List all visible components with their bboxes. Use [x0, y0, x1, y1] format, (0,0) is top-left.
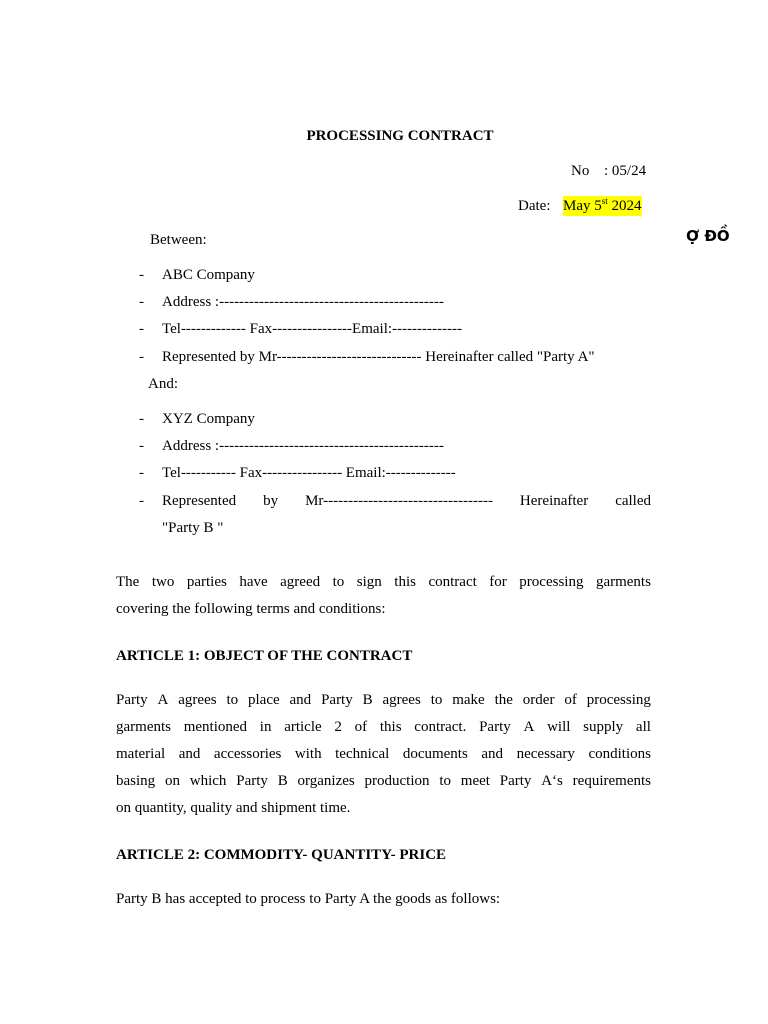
word: place [248, 692, 280, 708]
article-1-line-3 [116, 744, 651, 764]
word: B [277, 773, 288, 789]
word: necessary [516, 746, 575, 762]
word: supply [583, 719, 624, 735]
word: accessories [213, 746, 282, 762]
bullet-dash: - [139, 267, 144, 283]
margin-note: Ợ ĐỒ [686, 227, 730, 245]
word: for [489, 574, 507, 590]
word: garments [116, 719, 171, 735]
word: all [635, 719, 651, 735]
intro-line-1 [116, 572, 651, 592]
party-b-represented-tail: "Party B " [162, 520, 224, 536]
word: basing [116, 773, 156, 789]
word: The [116, 574, 140, 590]
word: A [157, 692, 169, 708]
word: Party [499, 773, 532, 789]
date-day: May 5 [563, 198, 602, 214]
word: contract. [414, 719, 467, 735]
word: make [452, 692, 485, 708]
word: documents [402, 746, 468, 762]
party-b-represented-word: Mr---------------------------------- [305, 493, 493, 509]
word: this [394, 574, 416, 590]
party-b-represented-word: called [615, 493, 651, 509]
word: of [564, 692, 577, 708]
word: agrees [382, 692, 421, 708]
party-a-represented: Represented by Mr----------------------------- Hereinafter called "Party A" [162, 349, 595, 365]
word: organizes [297, 773, 355, 789]
word: processing [586, 692, 651, 708]
word: to [226, 692, 239, 708]
word: order [522, 692, 555, 708]
word: have [239, 574, 268, 590]
party-b-contact: Tel----------- Fax---------------- Email:-------------- [162, 465, 456, 481]
article-1-line-2 [116, 717, 651, 737]
bullet-dash: - [139, 294, 144, 310]
word: and [178, 746, 201, 762]
party-a-address: Address :--------------------------------------------- [162, 294, 444, 310]
word: agreed [280, 574, 321, 590]
word: to [439, 773, 451, 789]
bullet-dash: - [139, 349, 144, 365]
word: article [284, 719, 322, 735]
bullet-dash: - [139, 321, 144, 337]
party-a-company: ABC Company [162, 267, 255, 283]
word: two [151, 574, 175, 590]
word: this [379, 719, 402, 735]
party-a-contact: Tel------------- Fax----------------Email:-------------- [162, 321, 462, 337]
word: with [294, 746, 322, 762]
bullet-dash: - [139, 465, 144, 481]
date-label: Date: [518, 198, 551, 214]
word: meet [460, 773, 490, 789]
word: which [189, 773, 227, 789]
article-1-line-1 [116, 690, 651, 710]
word: the [494, 692, 513, 708]
word: to [332, 574, 345, 590]
word: in [259, 719, 272, 735]
article-2-heading: ARTICLE 2: COMMODITY- QUANTITY- PRICE [116, 847, 447, 863]
word: Party [236, 773, 268, 789]
word: 2 [334, 719, 342, 735]
word: sign [356, 574, 382, 590]
word: material [116, 746, 166, 762]
word: requirements [572, 773, 651, 789]
word: contract [428, 574, 477, 590]
contract-number-label: No [571, 163, 590, 179]
article-1-last-line: on quantity, quality and shipment time. [116, 800, 351, 816]
party-b-represented-word: Represented [162, 493, 237, 509]
party-b-address: Address :--------------------------------------------- [162, 438, 444, 454]
word: Party [116, 692, 148, 708]
word: production [364, 773, 430, 789]
bullet-dash: - [139, 411, 144, 427]
word: and [481, 746, 504, 762]
word: parties [186, 574, 227, 590]
article-2-text: Party B has accepted to process to Party A the goods as follows: [116, 891, 501, 907]
word: mentioned [183, 719, 248, 735]
word: to [430, 692, 443, 708]
date-year: 2024 [607, 198, 642, 214]
word: Party [479, 719, 511, 735]
document-title: PROCESSING CONTRACT [306, 128, 494, 144]
word: A [523, 719, 535, 735]
word: of [354, 719, 368, 735]
between-label: Between: [150, 232, 207, 248]
word: Party [321, 692, 353, 708]
word: will [547, 719, 571, 735]
word: on [164, 773, 180, 789]
word: garments [595, 574, 651, 590]
intro-line-2: covering the following terms and conditions: [116, 601, 386, 617]
word: A‘s [541, 773, 563, 789]
party-b-represented-word: Hereinafter [519, 493, 589, 509]
word: and [289, 692, 312, 708]
word: technical [335, 746, 390, 762]
date-value [563, 196, 642, 216]
and-label: And: [148, 376, 178, 392]
party-b-represented-word: by [263, 493, 279, 509]
bullet-dash: - [139, 493, 144, 509]
bullet-dash: - [139, 438, 144, 454]
article-1-heading: ARTICLE 1: OBJECT OF THE CONTRACT [116, 648, 413, 664]
party-b-company: XYZ Company [162, 411, 255, 427]
word: processing [519, 574, 584, 590]
party-b-represented [162, 491, 651, 511]
word: B [362, 692, 373, 708]
article-1-line-4 [116, 771, 651, 791]
word: conditions [588, 746, 651, 762]
date-ordinal: st [601, 196, 608, 206]
word: agrees [178, 692, 217, 708]
contract-number-value: : 05/24 [604, 163, 647, 179]
